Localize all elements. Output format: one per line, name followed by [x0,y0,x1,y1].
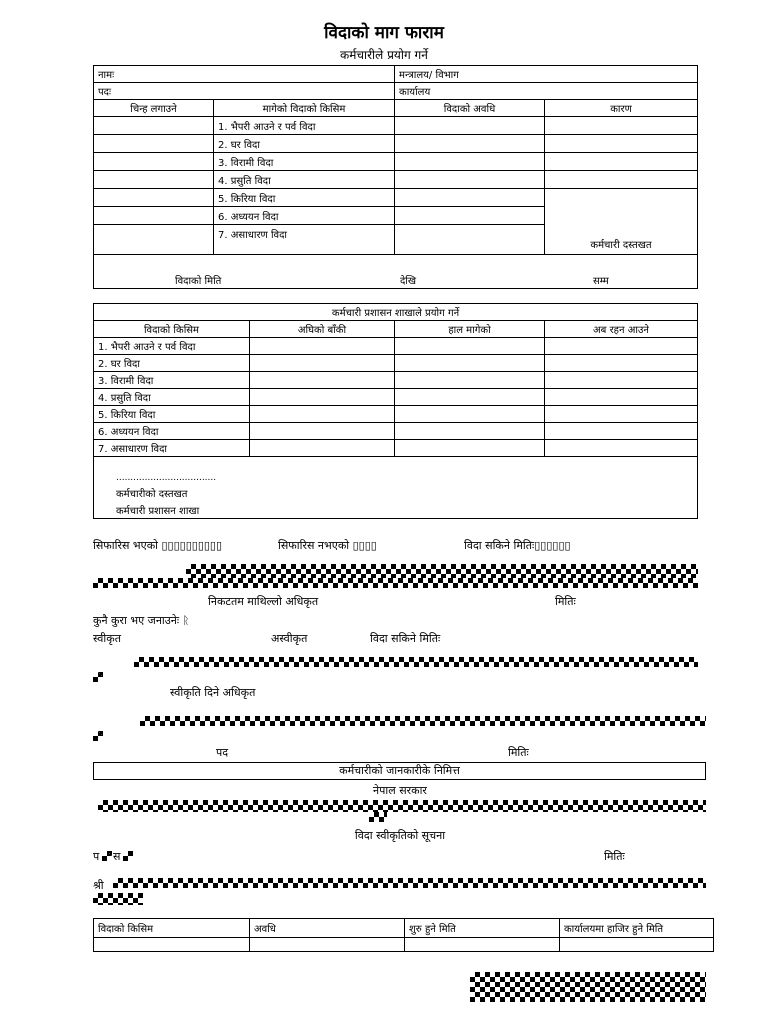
leave-type-item: 2. घर विदा [214,135,395,153]
leave-type-item: 3. विरामी विदा [214,153,395,171]
leave-type-item: 1. भैपरी आउने र पर्व विदा [214,117,395,135]
duration-cell[interactable] [395,171,545,189]
duration-cell[interactable] [395,225,545,255]
current-request-cell[interactable] [395,355,545,372]
mark-cell[interactable] [94,135,214,153]
leave-type-item: 7. असाधारण विदा [214,225,395,255]
col-report-date-header: कार्यालयमा हाजिर हुने मिति [560,919,714,938]
employee-info-label: कर्मचारीको जानकारीके निमित्त [339,764,460,777]
redacted-band [140,716,706,726]
form-subtitle: कर्मचारीले प्रयोग गर्ने [340,48,428,62]
redacted-band [134,657,698,667]
mark-cell[interactable] [94,207,214,225]
redacted-mark [123,851,133,861]
col-previous-balance-header: अघिको बाँकी [250,321,395,338]
remaining-cell[interactable] [545,389,698,406]
col-leave-type-header: मागेको विदाको किसिम [214,100,395,117]
name-field[interactable]: नामः [94,66,395,83]
duration-cell[interactable] [250,938,405,952]
current-request-cell[interactable] [395,406,545,423]
start-date-cell[interactable] [405,938,560,952]
post-field[interactable]: पदः [94,83,395,100]
col-leave-type-header: विदाको किसिम [94,321,250,338]
remaining-cell[interactable] [545,440,698,457]
leave-type-item: 1. भैपरी आउने र पर्व विदा [94,338,250,355]
current-request-cell[interactable] [395,389,545,406]
leave-request-table [93,65,698,289]
admin-signature-block[interactable] [94,457,698,519]
reason-cell[interactable] [545,135,698,153]
redacted-mark [102,851,112,861]
from-label: देखि [400,276,417,287]
mark-cell[interactable] [94,171,214,189]
redacted-band [98,800,706,812]
reason-cell[interactable] [545,171,698,189]
leave-type-item: 4. प्रसुति विदा [214,171,395,189]
col-reason-header: कारण [545,100,698,117]
not-approved-option[interactable]: अस्वीकृत [271,632,308,645]
leave-date-label: विदाको मिति [175,276,222,287]
mark-cell[interactable] [94,117,214,135]
remaining-cell[interactable] [545,372,698,389]
current-request-cell[interactable] [395,423,545,440]
leave-end-date-field[interactable]: विदा सकिने मितिः▯▯▯▯▯▯ [464,539,571,552]
duration-cell[interactable] [395,153,545,171]
leave-type-item: 3. विरामी विदा [94,372,250,389]
mark-cell[interactable] [94,225,214,255]
honorific-label: श्री [93,879,104,892]
officer-date-label: मितिः [508,746,529,759]
remaining-cell[interactable] [545,355,698,372]
letter-prefix-2: स [113,850,121,863]
form-title: विदाको माग फाराम [324,23,444,43]
redacted-mark [93,731,103,741]
leave-type-cell[interactable] [94,938,250,952]
leave-type-item: 5. किरिया विदा [94,406,250,423]
leave-type-item: 5. किरिया विदा [214,189,395,207]
not-recommended-option[interactable]: सिफारिस नभएको ▯▯▯▯ [278,539,377,552]
previous-balance-cell[interactable] [250,389,395,406]
reason-cell[interactable] [545,153,698,171]
col-current-request-header: हाल मागेको [395,321,545,338]
signature-dotted-line: ................................... [116,473,217,483]
leave-summary-table [93,918,714,952]
redacted-block [470,972,706,1002]
approving-officer-label: स्वीकृति दिने अधिकृत [170,686,256,699]
admin-section-heading: कर्मचारी प्रशासन शाखाले प्रयोग गर्ने [94,304,698,321]
previous-balance-cell[interactable] [250,355,395,372]
notice-date-label: मितिः [604,850,625,863]
redacted-band [93,893,143,905]
leave-type-item: 6. अध्ययन विदा [214,207,395,225]
duration-cell[interactable] [395,207,545,225]
col-start-date-header: शुरु हुने मिति [405,919,560,938]
officer-post-label: पद [216,746,229,759]
current-request-cell[interactable] [395,338,545,355]
leave-type-item: 2. घर विदा [94,355,250,372]
duration-cell[interactable] [395,135,545,153]
remaining-cell[interactable] [545,423,698,440]
letter-prefix-1: प [93,850,100,863]
col-leave-type-header: विदाको किसिम [94,919,250,938]
to-label: सम्म [593,276,609,287]
admin-signature-label: कर्मचारीको दस्तखत [116,489,188,500]
col-duration-header: विदाको अवधि [395,100,545,117]
leave-type-item: 7. असाधारण विदा [94,440,250,457]
reason-cell[interactable] [545,117,698,135]
previous-balance-cell[interactable] [250,338,395,355]
redacted-mark [93,672,103,682]
nearest-superior-label: निकटतम माथिल्लो अधिकृत [208,595,319,608]
mark-cell[interactable] [94,153,214,171]
admin-section-table [93,303,698,519]
col-duration-header: अवधि [250,919,405,938]
government-label: नेपाल सरकार [373,784,427,797]
previous-balance-cell[interactable] [250,440,395,457]
approval-leave-end-date[interactable]: विदा सकिने मितिः [370,632,441,645]
employee-signature-label: कर्मचारी दस्तखत [590,240,652,251]
leave-type-item: 4. प्रसुति विदा [94,389,250,406]
office-field[interactable]: कार्यालय [395,83,698,100]
redacted-band [186,564,698,578]
current-request-cell[interactable] [395,440,545,457]
duration-cell[interactable] [395,117,545,135]
superior-date-label: मितिः [555,595,576,608]
col-mark-header: चिन्ह लगाउने [94,100,214,117]
previous-balance-cell[interactable] [250,406,395,423]
report-date-cell[interactable] [560,938,714,952]
recommended-option[interactable]: सिफारिस भएको ▯▯▯▯▯▯▯▯▯▯ [93,539,223,552]
remaining-cell[interactable] [545,338,698,355]
remaining-cell[interactable] [545,406,698,423]
duration-cell[interactable] [395,189,545,207]
leave-date-row[interactable] [94,255,698,289]
previous-balance-cell[interactable] [250,423,395,440]
leave-type-item: 6. अध्ययन विदा [94,423,250,440]
redacted-band [113,878,706,888]
mark-cell[interactable] [94,189,214,207]
employee-info-box [93,762,706,780]
admin-section-label: कर्मचारी प्रशासन शाखा [116,506,200,517]
remarks-label[interactable]: कुनै कुरा भए जनाउनेः ᚱ [93,614,190,627]
approved-option[interactable]: स्वीकृत [93,632,121,645]
leave-approval-notice-label: विदा स्वीकृतिको सूचना [354,829,446,842]
current-request-cell[interactable] [395,372,545,389]
redacted-band [93,578,698,588]
previous-balance-cell[interactable] [250,372,395,389]
ministry-field[interactable]: मन्त्रालय/ विभाग [395,66,698,83]
col-remaining-header: अब रहन आउने [545,321,698,338]
employee-signature-cell[interactable] [545,189,698,255]
redacted-mark [369,812,387,822]
